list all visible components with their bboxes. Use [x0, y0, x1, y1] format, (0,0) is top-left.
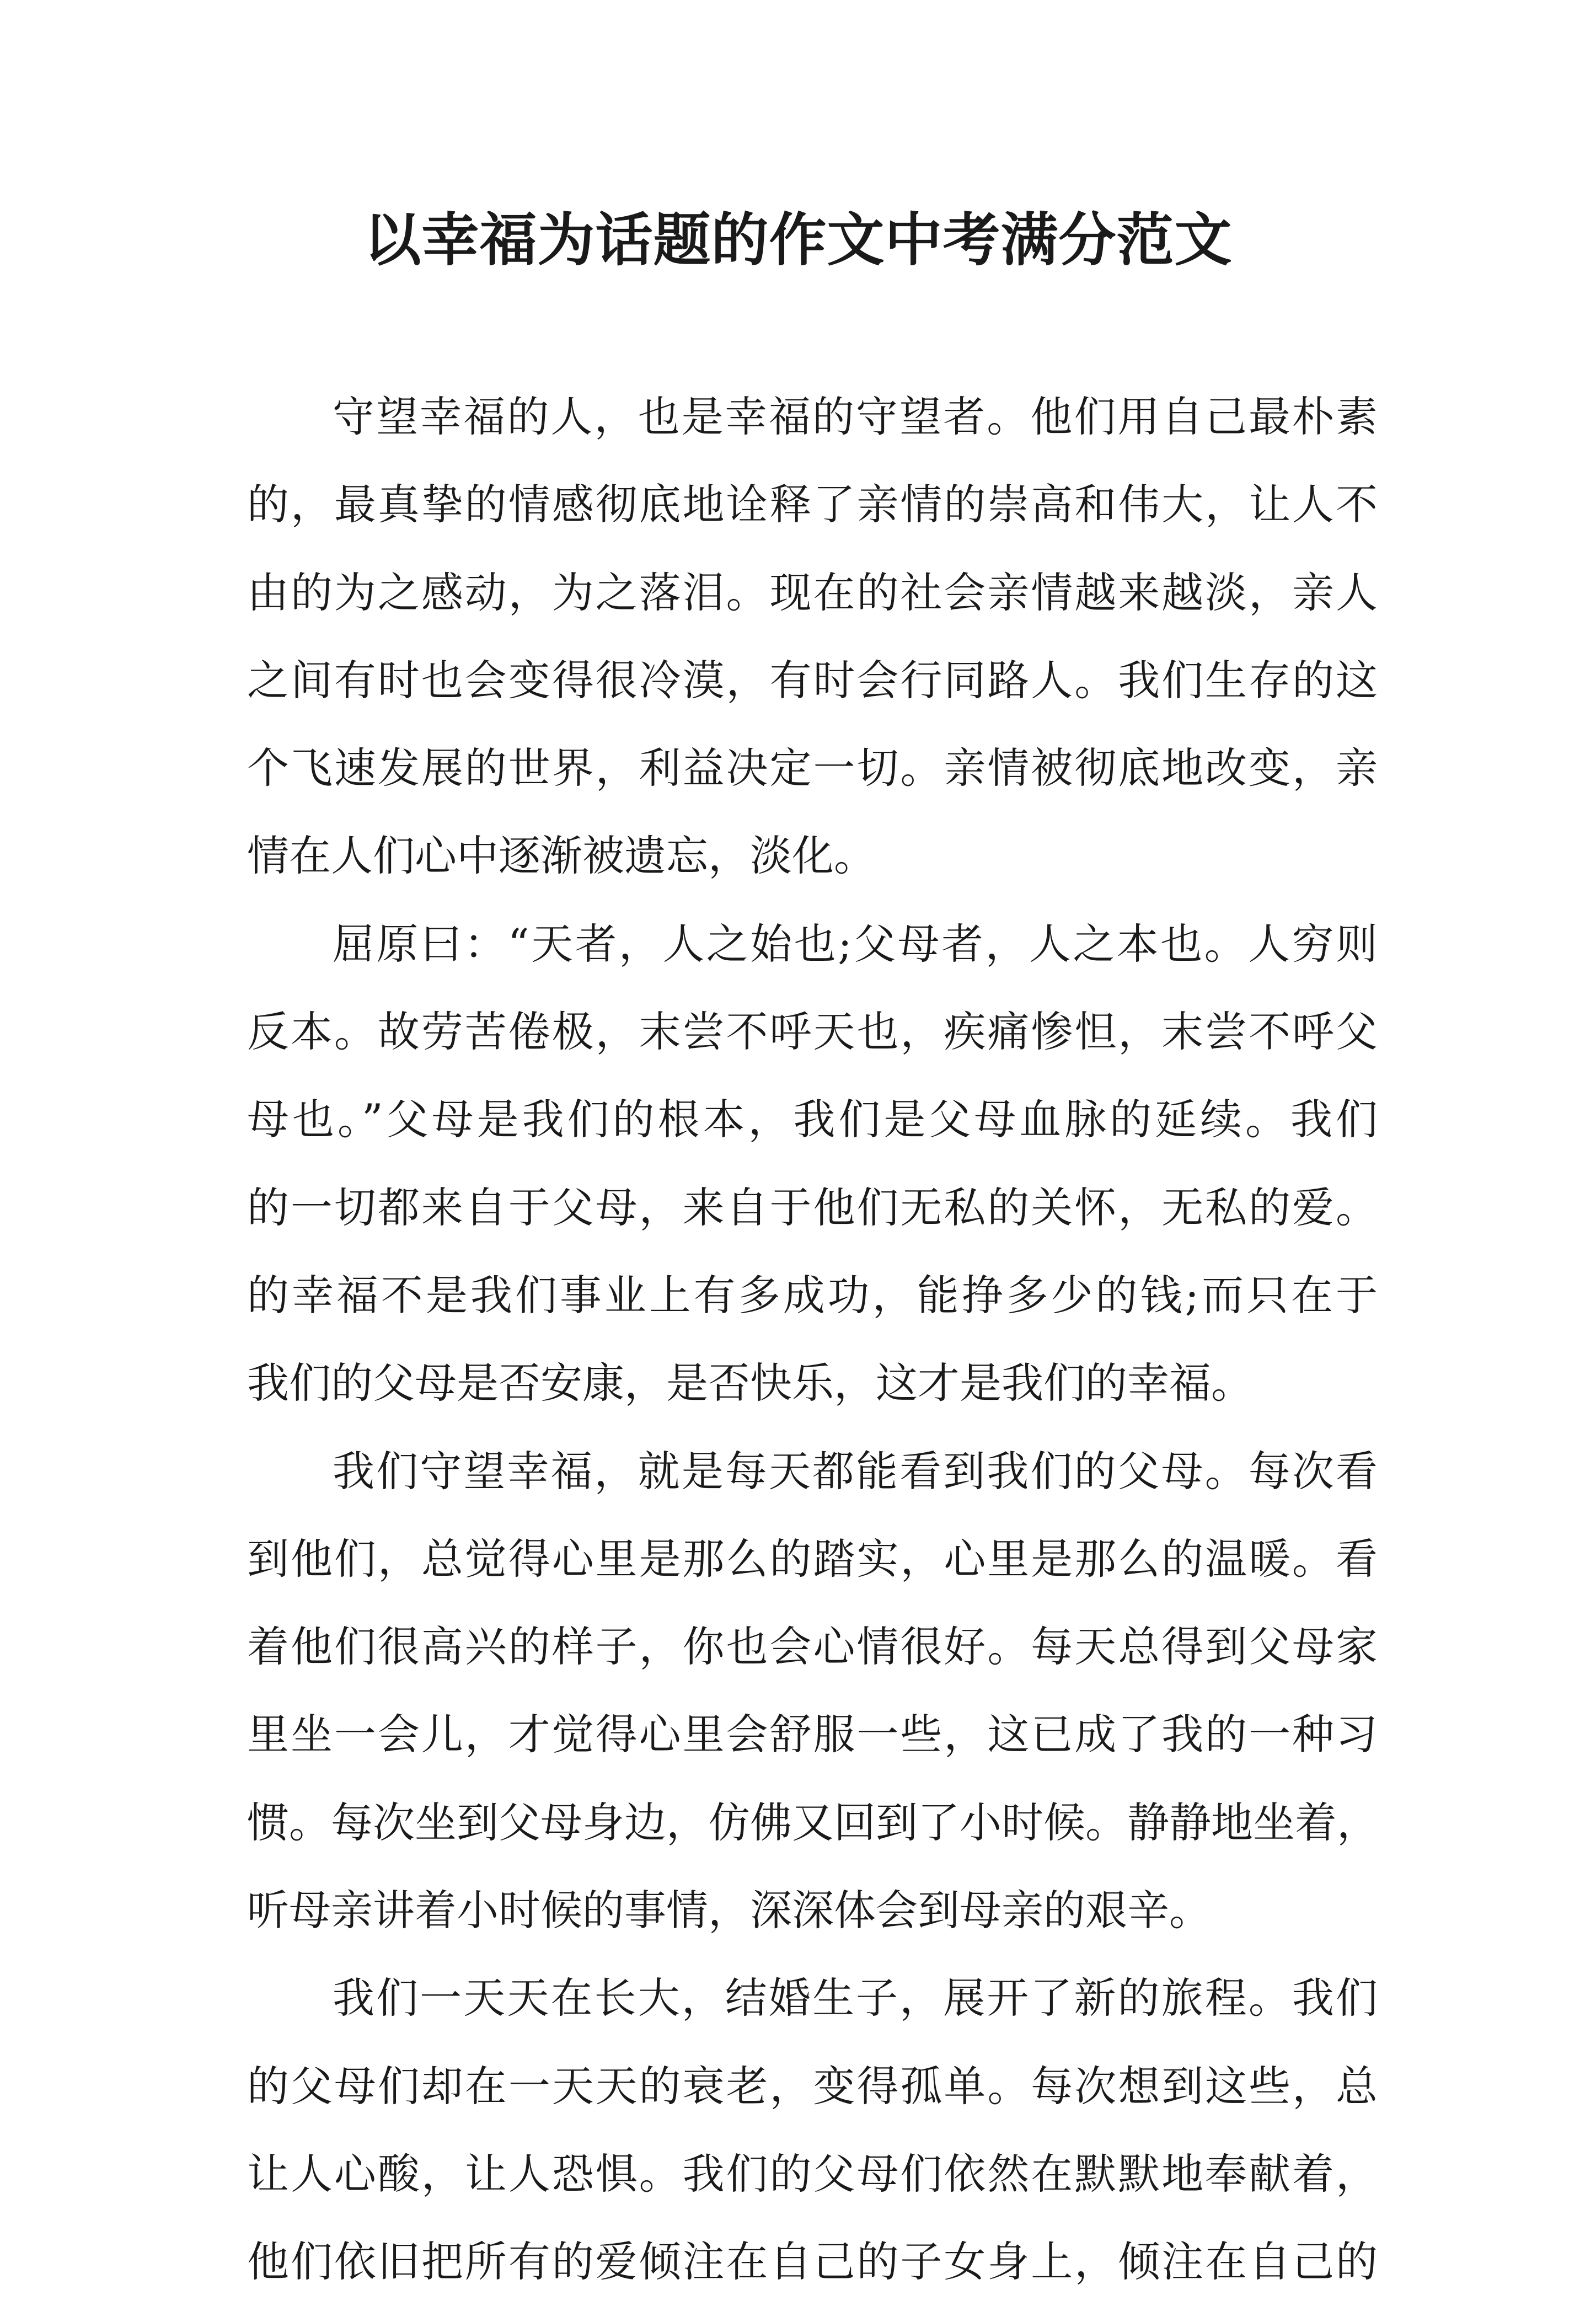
paragraph-3-line-3: 着他们很高兴的样子，你也会心情很好。每天总得到父母家: [247, 1622, 1378, 1672]
paragraph-1-line-2: 的，最真挚的情感彻底地诠释了亲情的崇高和伟大，让人不: [247, 480, 1378, 529]
document-title: 以幸福为话题的作文中考满分范文: [363, 206, 1233, 274]
paragraph-4-line-2: 的父母们却在一天天的衰老，变得孤单。每次想到这些，总: [247, 2061, 1378, 2111]
paragraph-2-line-4: 的一切都来自于父母，来自于他们无私的关怀，无私的爱。: [247, 1183, 1378, 1232]
paragraph-3-line-4: 里坐一会儿，才觉得心里会舒服一些，这已成了我的一种习: [247, 1710, 1378, 1759]
paragraph-2-line-5: 的幸福不是我们事业上有多成功，能挣多少的钱;而只在于: [247, 1270, 1378, 1320]
paragraph-1-line-4: 之间有时也会变得很冷漠，有时会行同路人。我们生存的这: [247, 655, 1378, 705]
paragraph-3-line-5: 惯。每次坐到父母身边，仿佛又回到了小时候。静静地坐着，: [247, 1797, 1379, 1847]
document-body: [247, 373, 1378, 2306]
paragraph-1-line-5: 个飞速发展的世界，利益决定一切。亲情被彻底地改变，亲: [247, 743, 1378, 793]
paragraph-4-line-3: 让人心酸，让人恐惧。我们的父母们依然在默默地奉献着，: [247, 2149, 1378, 2198]
paragraph-2-line-1: 屈原曰：“天者，人之始也;父母者，人之本也。人穷则: [333, 919, 1378, 969]
paragraph-4-line-4: 他们依旧把所有的爱倾注在自己的子女身上，倾注在自己的: [247, 2237, 1378, 2287]
paragraph-2-line-3: 母也。”父母是我们的根本，我们是父母血脉的延续。我们: [247, 1095, 1378, 1144]
paragraph-1-line-6: 情在人们心中逐渐被遗忘，淡化。: [247, 831, 876, 881]
paragraph-1-line-1: 守望幸福的人，也是幸福的守望者。他们用自己最朴素: [333, 392, 1378, 441]
paragraph-1-line-3: 由的为之感动，为之落泪。现在的社会亲情越来越淡，亲人: [247, 568, 1378, 617]
paragraph-2-line-6: 我们的父母是否安康，是否快乐，这才是我们的幸福。: [247, 1358, 1253, 1408]
paragraph-3-line-6: 听母亲讲着小时候的事情，深深体会到母亲的艰辛。: [247, 1886, 1211, 1935]
paragraph-2-line-2: 反本。故劳苦倦极，末尝不呼天也，疾痛惨怛，末尝不呼父: [247, 1007, 1378, 1057]
paragraph-3-line-1: 我们守望幸福，就是每天都能看到我们的父母。每次看: [333, 1446, 1378, 1496]
paragraph-4-line-1: 我们一天天在长大，结婚生子，展开了新的旅程。我们: [333, 1973, 1378, 2023]
paragraph-3-line-2: 到他们，总觉得心里是那么的踏实，心里是那么的温暖。看: [247, 1534, 1378, 1583]
